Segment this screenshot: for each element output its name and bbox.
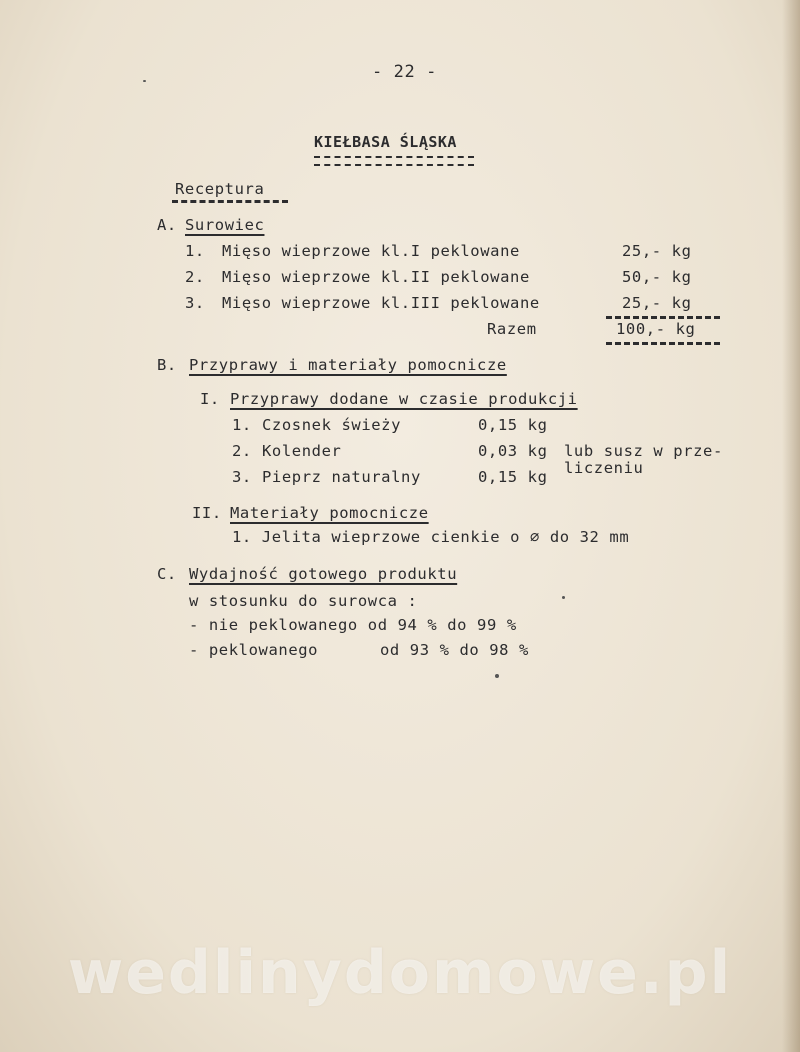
section-a-item-3-num: 3. [185,294,205,312]
yield-basis: w stosunku do surowca : [189,592,418,610]
section-a-item-1-amount: 25,- kg [622,242,692,260]
page-title: KIEŁBASA ŚLĄSKA [314,133,457,151]
section-b-label: B. [157,356,177,374]
casing-item: 1. Jelita wieprzowe cienkie o ∅ do 32 mm [232,528,630,546]
section-c-heading: Wydajność gotowego produktu [189,565,458,583]
section-b-heading: Przyprawy i materiały pomocnicze [189,356,507,374]
spice-note-line-1: lub susz w prze- [564,442,723,460]
subsection-2-label: II. [192,504,222,522]
watermark: wedlinydomowe.pl [67,938,733,1008]
section-c-label: C. [157,565,177,583]
total-underline [606,342,720,345]
section-a-item-2-name: Mięso wieprzowe kl.II peklowane [222,268,530,286]
amount-underline [606,316,720,319]
section-a-item-3-amount: 25,- kg [622,294,692,312]
spice-1-amount: 0,15 kg [478,416,548,434]
yield-cured-range: od 93 % do 98 % [380,641,529,659]
section-a-item-2-amount: 50,- kg [622,268,692,286]
ink-speck [562,596,565,599]
total-amount: 100,- kg [616,320,696,338]
section-a-item-1-name: Mięso wieprzowe kl.I peklowane [222,242,520,260]
yield-cured-label: - peklowanego [189,641,319,659]
spice-2-amount: 0,03 kg [478,442,548,460]
ink-speck [495,674,499,678]
spice-note-line-2: liczeniu [564,459,644,477]
spice-3-amount: 0,15 kg [478,468,548,486]
subsection-1-label: I. [200,390,220,408]
total-label: Razem [487,320,537,338]
section-a-item-3-name: Mięso wieprzowe kl.III peklowane [222,294,540,312]
page-number: - 22 - [372,62,438,82]
spice-1-name: Czosnek świeży [262,416,402,434]
title-double-underline [314,156,474,166]
section-a-heading: Surowiec [185,216,265,234]
spice-1-num: 1. [232,416,252,434]
ink-speck [143,80,146,82]
yield-uncured: - nie peklowanego od 94 % do 99 % [189,616,517,634]
subsection-1-heading: Przyprawy dodane w czasie produkcji [230,390,578,408]
spice-2-num: 2. [232,442,252,460]
spice-3-name: Pieprz naturalny [262,468,421,486]
spice-2-name: Kolender [262,442,342,460]
section-a-item-2-num: 2. [185,268,205,286]
page-edge-shadow [782,0,800,1052]
section-a-label: A. [157,216,177,234]
section-a-item-1-num: 1. [185,242,205,260]
receptura-heading: Receptura [175,180,265,198]
spice-3-num: 3. [232,468,252,486]
subsection-2-heading: Materiały pomocnicze [230,504,429,522]
receptura-underline [172,200,288,203]
